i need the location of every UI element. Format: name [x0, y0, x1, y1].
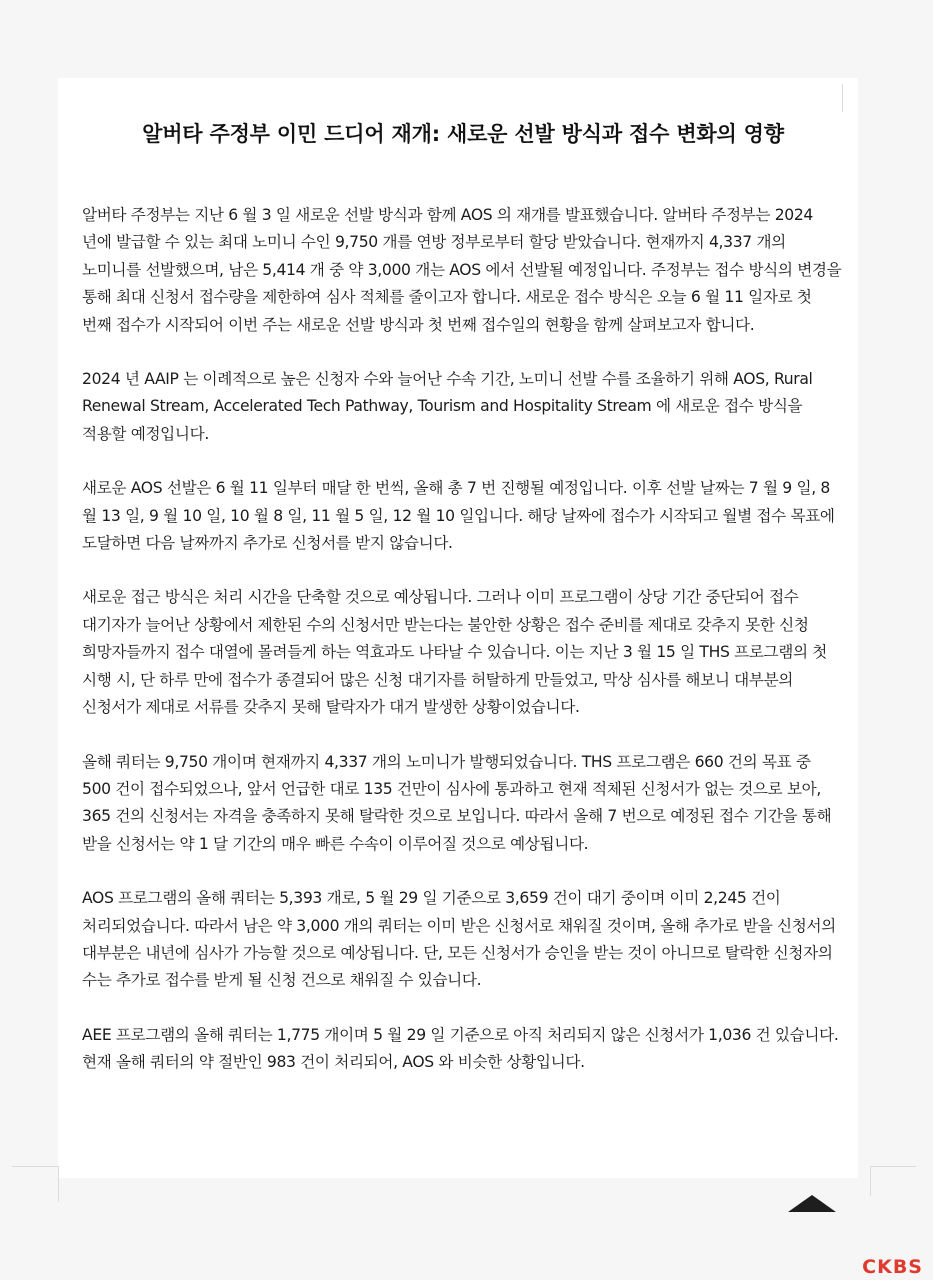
document-title: 알버타 주정부 이민 드디어 재개: 새로운 선발 방식과 접수 변화의 영향: [142, 122, 784, 146]
crop-mark-top-right: [842, 84, 843, 112]
paragraph-4: 새로운 접근 방식은 처리 시간을 단축할 것으로 예상됩니다. 그러나 이미 프로그램이 상당 기간 중단되어 접수 대기자가 늘어난 상황에서 제한된 수의 신청서만 받는다는 불안한 상황은 접수 준비를 제대로 갖추지 못한 신청 희망자들까지 접수 대열에 몰려들게 하는 역효과도 나타날 수 있습니다. 이는 지난 3 월 15 일 THS 프로그램의 첫 시행 시, 단 하루 만에 접수가 종결되어 많은 신청 대기자를 허탈하게 만들었고, 막상 심사를 해보니 대부분의 신청서가 제대로 서류를 갖추지 못해 탈락자가 대거 발생한 상황이었습니다.: [82, 588, 827, 717]
triangle-up-icon[interactable]: [788, 1195, 836, 1212]
crop-mark-bottom-left: [58, 1166, 59, 1202]
crop-mark-top-left: [12, 1166, 58, 1167]
document-page: [58, 78, 858, 1178]
paragraph-7: AEE 프로그램의 올해 쿼터는 1,775 개이며 5 월 29 일 기준으로 아직 처리되지 않은 신청서가 1,036 건 있습니다. 현재 올해 쿼터의 약 절반인 983 건이 처리되어, AOS 와 비슷한 상황입니다.: [82, 1025, 839, 1072]
article-body: [82, 202, 842, 1104]
paragraph-1: 알버타 주정부는 지난 6 월 3 일 새로운 선발 방식과 함께 AOS 의 재개를 발표했습니다. 알버타 주정부는 2024 년에 발급할 수 있는 최대 노미니 수인 9,750 개를 연방 정부로부터 할당 받았습니다. 현재까지 4,337 개의 노미니를 선발했으며, 남은 5,414 개 중 약 3,000 개는 AOS 에서 선발될 예정입니다. 주정부는 접수 방식의 변경을 통해 최대 신청서 접수량을 제한하여 심사 적체를 줄이고자 합니다. 새로운 접수 방식은 오늘 6 월 11 일자로 첫 번째 접수가 시작되어 이번 주는 새로운 선발 방식과 첫 번째 접수일의 현황을 함께 살펴보고자 합니다.: [82, 206, 842, 334]
crop-mark-bottom-right-h: [870, 1166, 916, 1167]
crop-mark-bottom-right-v: [870, 1166, 871, 1196]
paragraph-6: AOS 프로그램의 올해 쿼터는 5,393 개로, 5 월 29 일 기준으로 3,659 건이 대기 중이며 이미 2,245 건이 처리되었습니다. 따라서 남은 약 3,000 개의 쿼터는 이미 받은 신청서로 채워질 것이며, 올해 추가로 받을 신청서의 대부분은 내년에 심사가 가능할 것으로 예상됩니다. 단, 모든 신청서가 승인을 받는 것이 아니므로 탈락한 신청자의 수는 추가로 접수를 받게 될 신청 건으로 채워질 수 있습니다.: [82, 889, 836, 990]
paragraph-5: 올해 쿼터는 9,750 개이며 현재까지 4,337 개의 노미니가 발행되었습니다. THS 프로그램은 660 건의 목표 중 500 건이 접수되었으나, 앞서 언급한 대로 135 건만이 심사에 통과하고 현재 적체된 신청서가 없는 것으로 보아, 365 건의 신청서는 자격을 충족하지 못해 탈락한 것으로 보입니다. 따라서 올해 7 번으로 예정된 접수 기간을 통해 받을 신청서는 약 1 달 기간의 매우 빠른 수속이 이루어질 것으로 예상됩니다.: [82, 752, 832, 853]
paragraph-3: 새로운 AOS 선발은 6 월 11 일부터 매달 한 번씩, 올해 총 7 번 진행될 예정입니다. 이후 선발 날짜는 7 월 9 일, 8 월 13 일, 9 월 10 일, 10 월 8 일, 11 월 5 일, 12 월 10 일입니다. 해당 날짜에 접수가 시작되고 월별 접수 목표에 도달하면 다음 날짜까지 추가로 신청서를 받지 않습니다.: [82, 479, 835, 553]
ckbs-logo: CKBS: [862, 1256, 923, 1278]
paragraph-2: 2024 년 AAIP 는 이례적으로 높은 신청자 수와 늘어난 수속 기간, 노미니 선발 수를 조율하기 위해 AOS, Rural Renewal Stream, Accelerated Tech Pathway, Tourism and Hospitality Stream 에 새로운 접수 방식을 적용할 예정입니다.: [82, 370, 813, 443]
